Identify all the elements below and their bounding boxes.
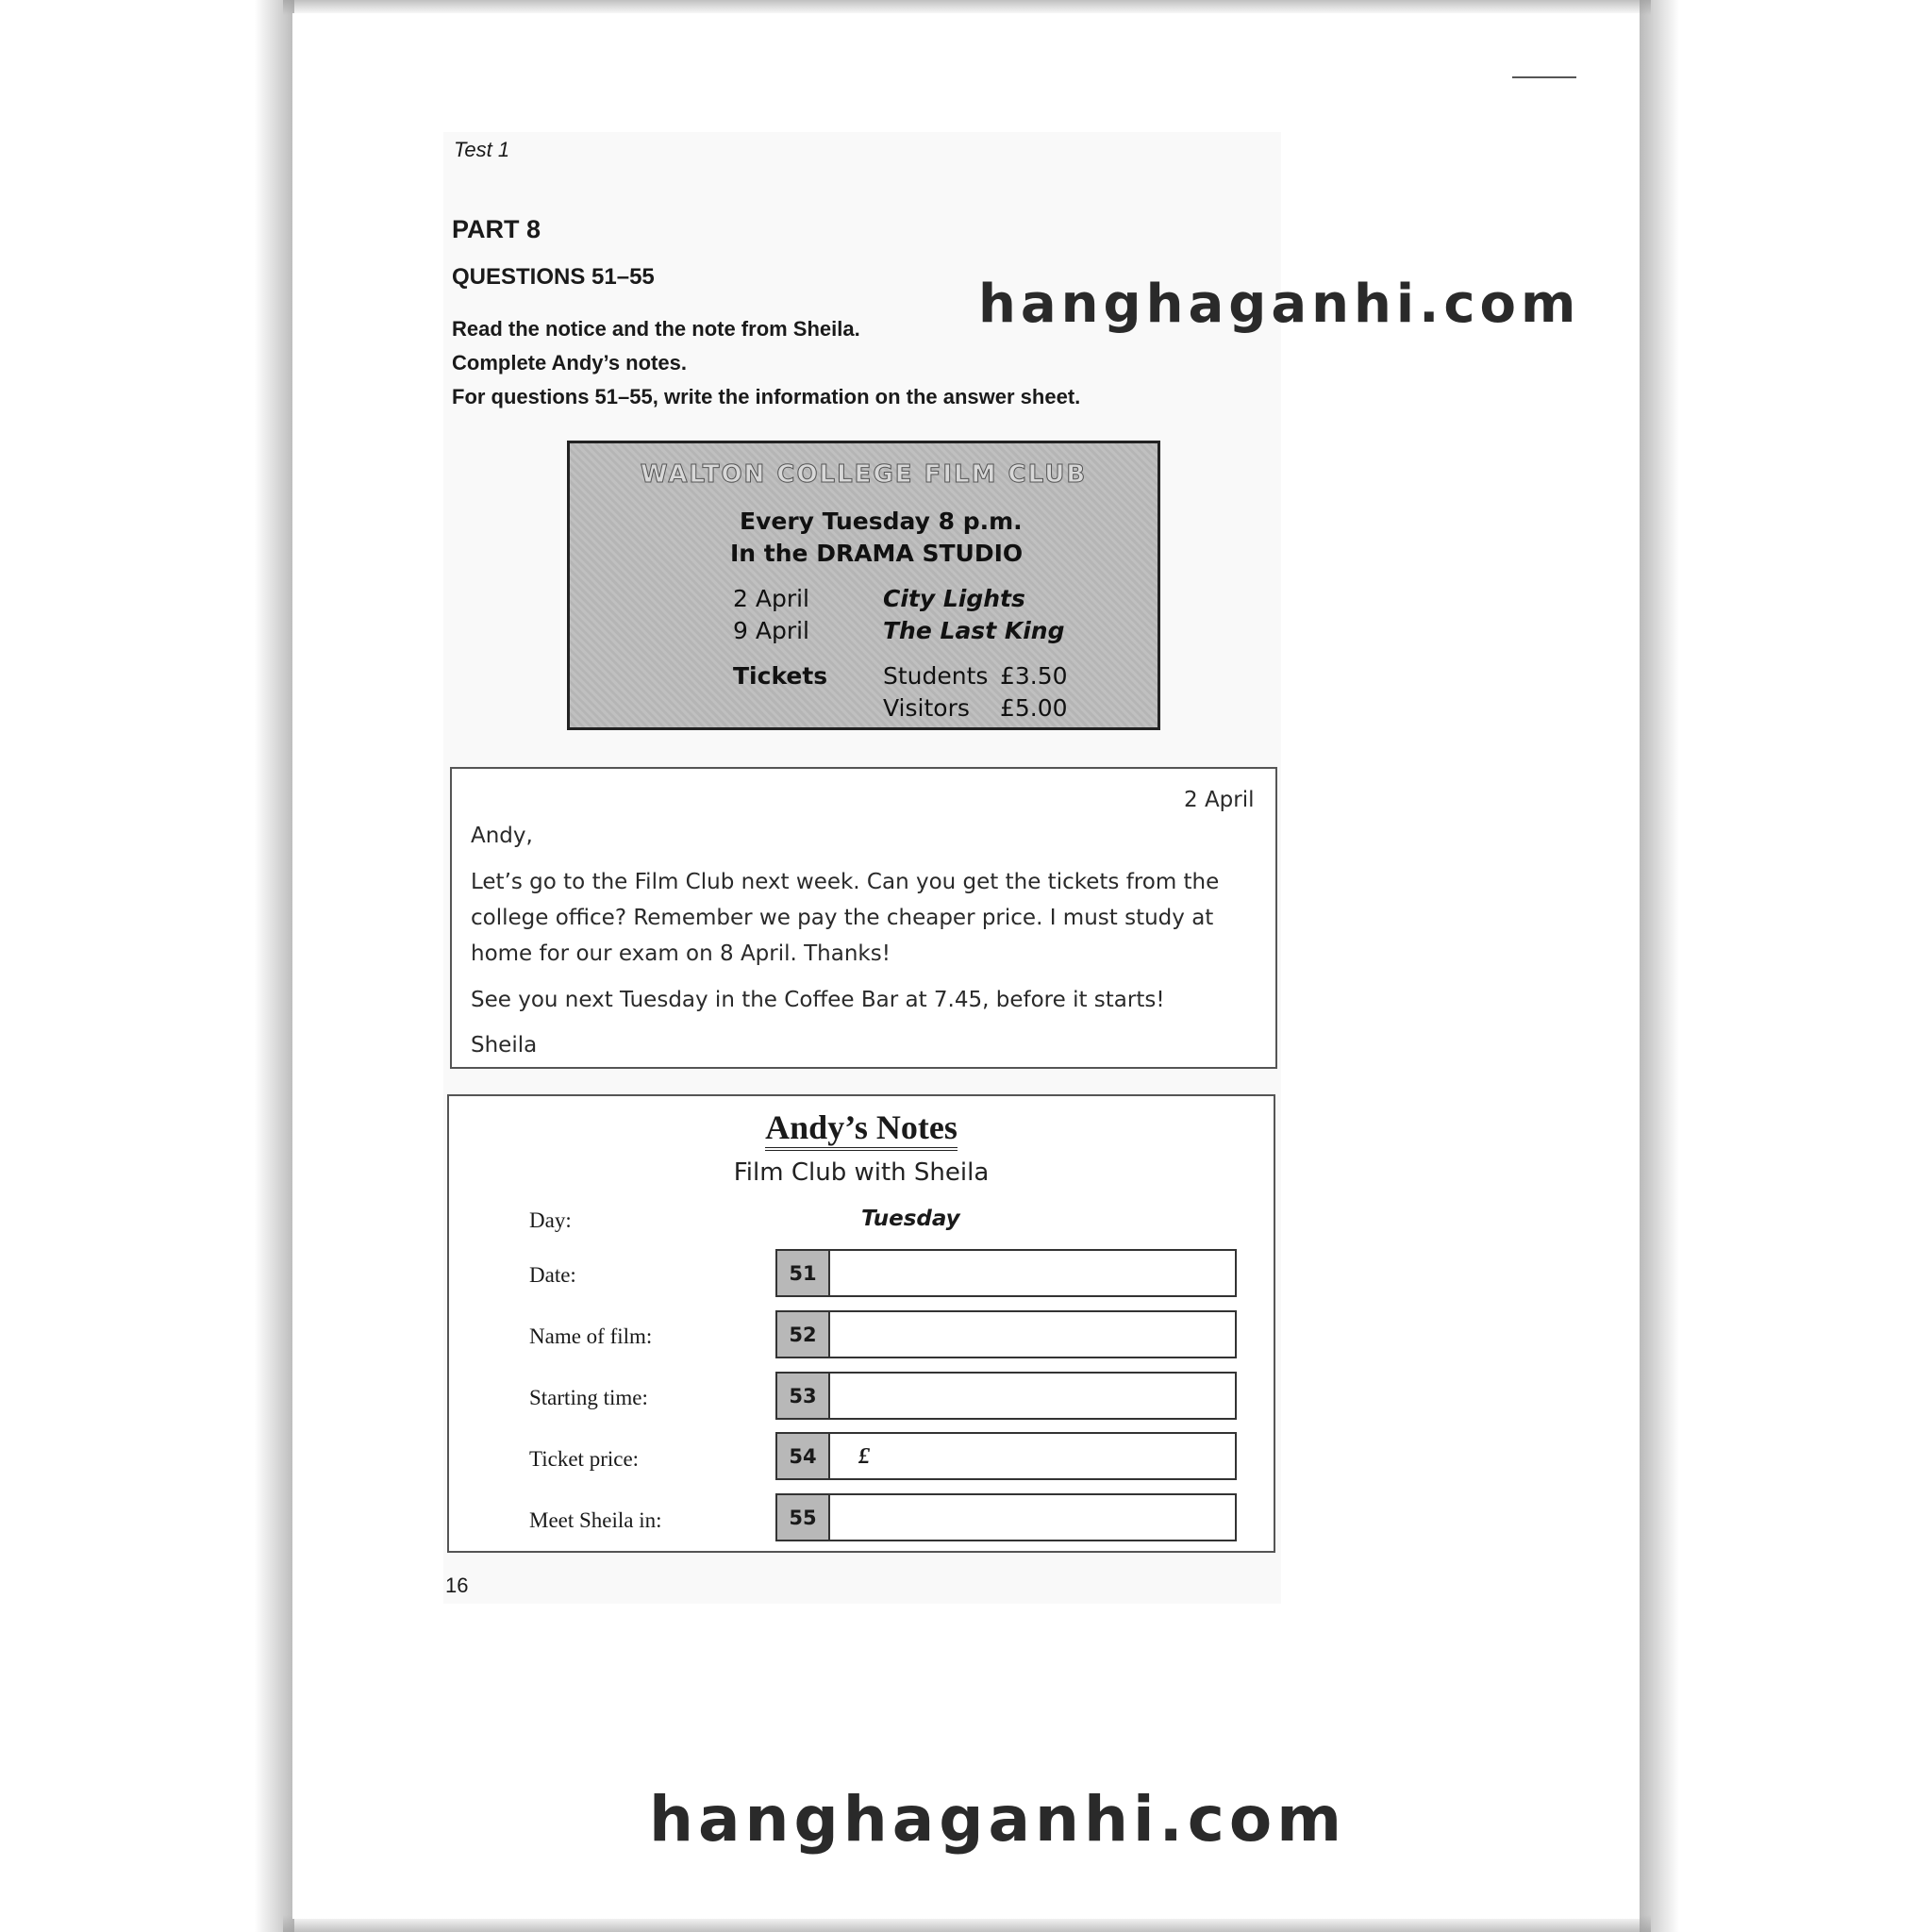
answer-box-51[interactable] bbox=[775, 1249, 1237, 1297]
note-body-line: home for our exam on 8 April. Thanks! bbox=[471, 941, 891, 966]
day-value: Tuesday bbox=[861, 1207, 960, 1231]
film-name-label: Name of film: bbox=[529, 1324, 653, 1348]
answer-box-52[interactable] bbox=[775, 1310, 1237, 1358]
film-date: 9 April bbox=[733, 617, 809, 644]
question-number: 52 bbox=[777, 1312, 830, 1357]
film-date: 2 April bbox=[733, 585, 809, 612]
note-date: 2 April bbox=[1184, 788, 1255, 812]
note-body-line: Let’s go to the Film Club next week. Can you get the tickets from the bbox=[471, 870, 1220, 894]
meet-place-label: Meet Sheila in: bbox=[529, 1508, 662, 1532]
instruction-line: For questions 51–55, write the information on the answer sheet. bbox=[452, 385, 1081, 408]
question-number: 54 bbox=[777, 1434, 830, 1478]
starting-time-label: Starting time: bbox=[529, 1386, 648, 1409]
day-label: Day: bbox=[529, 1208, 572, 1232]
film-club-notice bbox=[567, 441, 1160, 730]
notes-title bbox=[449, 1108, 1274, 1151]
note-signature: Sheila bbox=[471, 1033, 538, 1058]
question-number: 51 bbox=[777, 1251, 830, 1295]
answer-box-55[interactable] bbox=[775, 1493, 1237, 1541]
note-body-line: college office? Remember we pay the cheaper price. I must study at bbox=[471, 906, 1214, 930]
note-closing: See you next Tuesday in the Coffee Bar at 7.45, before it starts! bbox=[471, 988, 1165, 1012]
page-number: 16 bbox=[445, 1574, 469, 1597]
answer-box-53[interactable] bbox=[775, 1372, 1237, 1420]
top-rule bbox=[1512, 76, 1576, 78]
page-shadow-left bbox=[255, 0, 294, 1932]
answer-box-54[interactable] bbox=[775, 1432, 1237, 1480]
notice-schedule: Every Tuesday 8 p.m. bbox=[740, 508, 1023, 535]
watermark-bottom: hanghaganhi.com bbox=[649, 1783, 1346, 1856]
currency-prefix: £ bbox=[858, 1444, 870, 1469]
price-category: Students bbox=[883, 662, 989, 690]
tickets-label: Tickets bbox=[733, 662, 828, 690]
film-title: City Lights bbox=[883, 585, 1025, 612]
price-value: £3.50 bbox=[1000, 662, 1068, 690]
question-number: 53 bbox=[777, 1374, 830, 1418]
notes-subtitle: Film Club with Sheila bbox=[733, 1158, 990, 1187]
question-number: 55 bbox=[777, 1495, 830, 1540]
questions-heading: QUESTIONS 51–55 bbox=[452, 264, 655, 290]
andys-notes bbox=[447, 1094, 1275, 1553]
ticket-price-label: Ticket price: bbox=[529, 1447, 640, 1471]
page-shadow-right bbox=[1640, 0, 1679, 1932]
part-heading: PART 8 bbox=[452, 215, 541, 243]
date-label: Date: bbox=[529, 1263, 576, 1287]
instruction-line: Complete Andy’s notes. bbox=[452, 351, 687, 375]
notice-location: In the DRAMA STUDIO bbox=[730, 540, 1024, 567]
price-value: £5.00 bbox=[1000, 694, 1068, 722]
price-category: Visitors bbox=[883, 694, 970, 722]
note-greeting: Andy, bbox=[471, 824, 533, 848]
notice-title: WALTON COLLEGE FILM CLUB bbox=[640, 460, 1088, 489]
film-title: The Last King bbox=[883, 617, 1065, 644]
notes-title-text: Andy’s Notes bbox=[765, 1108, 958, 1151]
instruction-line: Read the notice and the note from Sheila. bbox=[452, 317, 860, 341]
watermark-top: hanghaganhi.com bbox=[978, 274, 1581, 335]
test-label: Test 1 bbox=[454, 138, 510, 161]
note-from-sheila bbox=[450, 767, 1277, 1069]
